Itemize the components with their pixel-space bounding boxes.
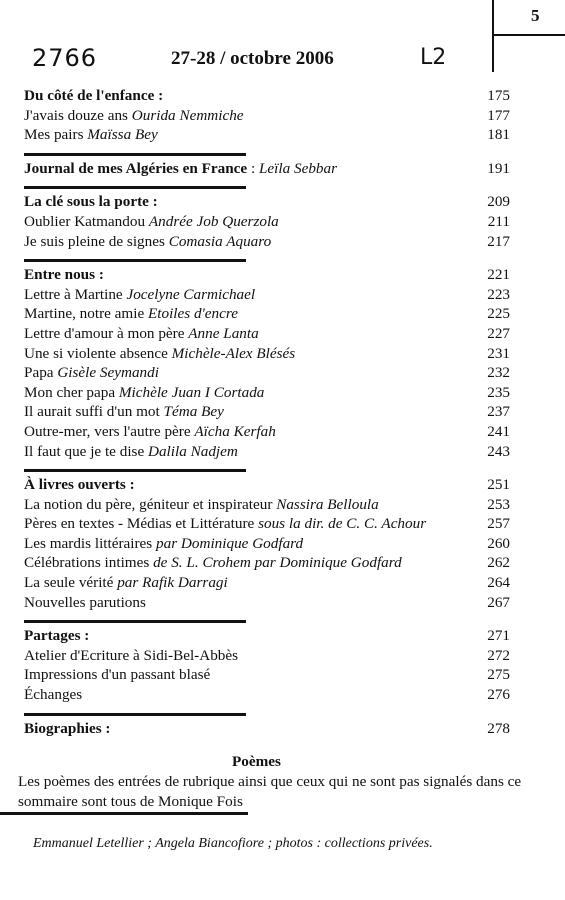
entry-author: sous la dir. de C. C. Achour: [258, 515, 427, 533]
toc-section: [24, 86, 510, 145]
entry-page-number: 191: [487, 159, 510, 177]
toc-entry-text: [24, 514, 426, 534]
entry-author: Andrée Job Querzola: [148, 212, 279, 230]
entry-title: Entre nous :: [24, 266, 104, 284]
entry-author: par Rafik Darragi: [117, 574, 228, 592]
entry-page-number: 227: [487, 324, 510, 342]
entry-title: Partages :: [24, 627, 90, 645]
section-heading-text: [24, 719, 111, 739]
entry-page-number: 223: [487, 285, 510, 303]
section-heading-text: [24, 626, 89, 646]
toc-entry: [24, 304, 510, 324]
entry-title: Je suis pleine de signes: [24, 232, 169, 250]
toc-entry: [24, 125, 510, 145]
toc-entry: [24, 232, 510, 252]
toc-entry: [24, 553, 510, 573]
toc-entry-text: [24, 324, 259, 344]
entry-title: La notion du père, géniteur et inspirateur: [24, 495, 277, 513]
toc-entry-text: [24, 495, 379, 515]
toc-section: [24, 159, 510, 179]
toc-entry-text: [24, 593, 146, 613]
toc-entry: [24, 363, 510, 383]
entry-page-number: 221: [487, 266, 510, 284]
entry-author: Aïcha Kerfah: [194, 422, 276, 440]
entry-title: J'avais douze ans: [24, 106, 132, 124]
entry-page-number: 251: [487, 476, 510, 494]
toc-section: [24, 265, 510, 461]
entry-page-number: 262: [487, 554, 510, 572]
toc-entry-text: [24, 363, 159, 383]
toc-entry: [24, 573, 510, 593]
toc-entry-text: [24, 285, 255, 305]
toc-entry: [24, 685, 510, 705]
entry-title: Atelier d'Ecriture à Sidi-Bel-Abbès: [24, 646, 239, 664]
entry-page-number: 260: [487, 534, 510, 552]
toc-entry: [24, 106, 510, 126]
toc-entry: [24, 593, 510, 613]
entry-author: Dalila Nadjem: [147, 442, 238, 460]
entry-title: Pères en textes - Médias et Littérature: [24, 515, 259, 533]
section-heading: [24, 719, 510, 739]
entry-title: À livres ouverts :: [24, 476, 135, 494]
toc-entry: [24, 383, 510, 403]
entry-title: Il faut que je te dise: [24, 442, 148, 460]
entry-page-number: 278: [487, 719, 510, 737]
entry-author: Maïssa Bey: [87, 126, 158, 144]
entry-author: Leïla Sebbar: [258, 159, 338, 177]
toc-entry: [24, 495, 510, 515]
entry-title: Outre-mer, vers l'autre père: [24, 422, 195, 440]
entry-page-number: 209: [487, 193, 510, 211]
entry-title: Il aurait suffi d'un mot: [24, 403, 164, 421]
toc-section: [24, 192, 510, 251]
entry-author: Gisèle Seymandi: [57, 364, 159, 382]
section-heading: [24, 475, 510, 495]
section-heading-text: [24, 265, 104, 285]
entry-title: Impressions d'un passant blasé: [24, 666, 211, 684]
entry-author: Nassira Belloula: [276, 495, 379, 513]
entry-title: Oublier Katmandou: [24, 212, 149, 230]
entry-title: Mes pairs: [24, 126, 88, 144]
corner-frame-vertical: [492, 0, 494, 72]
section-rule: [24, 259, 246, 262]
entry-title: La clé sous la porte :: [24, 193, 158, 211]
entry-page-number: 232: [487, 364, 510, 382]
toc-entry: [24, 285, 510, 305]
entry-title: Martine, notre amie: [24, 305, 148, 323]
entry-page-number: 267: [487, 593, 510, 611]
handwritten-note-left: 2766: [32, 44, 98, 72]
entry-title: Nouvelles parutions: [24, 593, 146, 611]
entry-page-number: 237: [487, 403, 510, 421]
toc-entry-text: [24, 422, 276, 442]
entry-author: de S. L. Crohem par Dominique Godfard: [153, 554, 402, 572]
toc-entry: [24, 212, 510, 232]
entry-title: Du côté de l'enfance :: [24, 87, 164, 104]
toc-entry-text: [24, 553, 402, 573]
section-heading: [24, 192, 510, 212]
toc-entry-text: [24, 232, 271, 252]
entry-title: Échanges: [24, 686, 83, 704]
toc-entry-text: [24, 442, 238, 462]
entry-title: Biographies :: [24, 719, 111, 737]
toc-entry-text: [24, 383, 264, 403]
toc-entry-text: [24, 573, 228, 593]
toc-entry: [24, 324, 510, 344]
section-heading: [24, 265, 510, 285]
section-rule: [24, 620, 246, 623]
entry-page-number: 264: [487, 574, 510, 592]
entry-title: Lettre d'amour à mon père: [24, 324, 189, 342]
section-heading: [24, 626, 510, 646]
entry-separator: :: [247, 159, 259, 177]
handwritten-note-right: L2: [420, 45, 447, 70]
entry-title: Mon cher papa: [24, 383, 119, 401]
entry-title: Lettre à Martine: [24, 285, 127, 303]
toc-section: [24, 626, 510, 704]
corner-frame-horizontal: [492, 34, 565, 36]
entry-page-number: 177: [487, 106, 510, 124]
entry-author: Comasia Aquaro: [168, 232, 272, 250]
entry-page-number: 272: [487, 646, 510, 664]
section-heading-text: [24, 159, 337, 179]
toc-section: [24, 719, 510, 739]
entry-author: Michèle Juan I Cortada: [118, 383, 265, 401]
entry-title: Les mardis littéraires: [24, 534, 157, 552]
entry-title: La seule vérité: [24, 574, 118, 592]
entry-author: Téma Bey: [163, 403, 224, 421]
entry-page-number: 225: [487, 305, 510, 323]
toc-entry-text: [24, 534, 303, 554]
section-heading: [24, 86, 510, 106]
section-heading-text: [24, 86, 163, 106]
table-of-contents: [24, 86, 510, 752]
section-heading: [24, 159, 510, 179]
entry-title: Papa: [24, 364, 58, 382]
toc-entry: [24, 514, 510, 534]
entry-page-number: 175: [487, 87, 510, 104]
entry-page-number: 217: [487, 232, 510, 250]
entry-page-number: 253: [487, 495, 510, 513]
toc-entry: [24, 442, 510, 462]
entry-author: Etoiles d'encre: [147, 305, 238, 323]
entry-page-number: 275: [487, 666, 510, 684]
toc-section: [24, 475, 510, 612]
toc-entry-text: [24, 344, 295, 364]
toc-entry-text: [24, 212, 279, 232]
section-rule: [24, 186, 246, 189]
poemes-title: Poèmes: [232, 753, 281, 770]
entry-author: Jocelyne Carmichael: [126, 285, 256, 303]
toc-entry-text: [24, 665, 210, 685]
toc-entry: [24, 422, 510, 442]
toc-entry-text: [24, 646, 238, 666]
toc-entry: [24, 344, 510, 364]
entry-title: Journal de mes Algéries en France: [24, 159, 248, 177]
entry-title: Célébrations intimes: [24, 554, 154, 572]
page-number: 5: [531, 6, 540, 25]
toc-entry-text: [24, 304, 238, 324]
entry-page-number: 235: [487, 383, 510, 401]
entry-page-number: 181: [487, 126, 510, 144]
toc-entry-text: [24, 402, 224, 422]
bottom-rule: [0, 812, 248, 815]
credits-line: Emmanuel Letellier ; Angela Biancofiore ; photos : collections privées.: [33, 836, 433, 851]
entry-page-number: 241: [487, 422, 510, 440]
issue-date: 27-28 / octobre 2006: [171, 48, 334, 69]
entry-page-number: 231: [487, 344, 510, 362]
entry-page-number: 276: [487, 686, 510, 704]
toc-entry: [24, 665, 510, 685]
section-heading-text: [24, 475, 135, 495]
poemes-note: Les poèmes des entrées de rubrique ainsi que ceux qui ne sont pas signalés dans ce sommaire sont tous de Monique Fois: [18, 773, 522, 810]
entry-author: Michèle-Alex Blésés: [171, 344, 296, 362]
entry-page-number: 257: [487, 515, 510, 533]
entry-page-number: 243: [487, 442, 510, 460]
toc-entry: [24, 646, 510, 666]
section-heading-text: [24, 192, 158, 212]
entry-page-number: 211: [487, 212, 510, 230]
toc-entry-text: [24, 685, 82, 705]
toc-entry: [24, 534, 510, 554]
entry-title: Une si violente absence: [24, 344, 172, 362]
section-rule: [24, 469, 246, 472]
entry-author: Anne Lanta: [188, 324, 259, 342]
toc-entry-text: [24, 125, 158, 145]
entry-author: par Dominique Godfard: [156, 534, 304, 552]
section-rule: [24, 153, 246, 156]
section-rule: [24, 713, 246, 716]
toc-entry: [24, 402, 510, 422]
entry-page-number: 271: [487, 627, 510, 645]
entry-author: Ourida Nemmiche: [131, 106, 244, 124]
toc-entry-text: [24, 106, 244, 126]
